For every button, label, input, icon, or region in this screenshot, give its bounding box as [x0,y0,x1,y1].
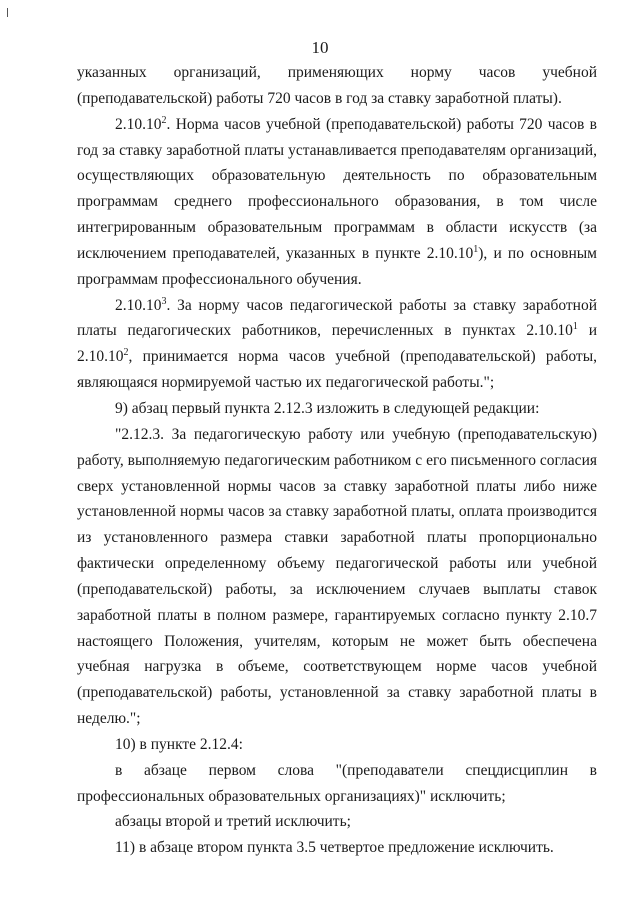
text-segment: , принимается норма часов учебной (преподавательской) работы, являющаяся нормируемой частью их педагогической работы."; [77,348,597,392]
paragraph-p9 [77,835,597,861]
text-segment: в абзаце первом слова "(преподаватели спецдисциплин в профессиональных образовательных организациях)" исключить; [77,761,597,805]
superscript: 1 [473,243,479,255]
text-segment: 11) в абзаце втором пункта 3.5 четвертое предложение исключить. [115,839,554,857]
text-segment: . За норму часов педагогической работы за ставку заработной платы педагогических работников, перечисленных в пунктах 2.10.10 [77,296,597,340]
paragraph-p2 [77,112,597,293]
scan-mark [7,8,8,17]
page-number: 10 [311,38,329,57]
text-segment: и 2.10.10 [77,322,597,366]
superscript: 3 [161,295,167,307]
superscript: 2 [123,347,129,359]
text-segment: "2.12.3. За педагогическую работу или учебную (преподавательскую) работу, выполняемую педагогическим работником с его письменного согласия сверх установленной нормы часов за ставку заработной платы либо ниже установленной нормы часов за ставку заработной платы, оплата производится из установленного размера ставки заработной платы пропорционально фактически определенному объему педагогической работы или учебной (преподавательской) работы, за исключением случаев выплаты ставок заработной платы в полном размере, гарантируемых согласно пункту 2.10.7 настоящего Положения, учителям, которым не может быть обеспечена учебная нагрузка в объеме, соответствующем норме часов учебной (преподавательской) работы, установленной за ставку заработной платы в неделю."; [77,425,597,728]
paragraph-p1 [77,60,597,112]
text-segment: . Норма часов учебной (преподавательской) работы 720 часов в год за ставку заработной платы устанавливается преподавателям организаций, осуществляющих образовательную деятельность по образовательным программам среднего профессионального образования, в том числе интегрированным образовательным программам в области искусств (за исключением преподавателей, указанных в пункте 2.10.10 [77,115,597,262]
text-segment: 9) абзац первый пункта 2.12.3 изложить в следующей редакции: [115,399,540,417]
paragraph-p8 [77,809,597,835]
superscript: 2 [161,114,167,126]
paragraph-p5 [77,422,597,732]
text-segment: абзацы второй и третий исключить; [115,813,351,831]
paragraph-p7 [77,758,597,810]
paragraph-p6 [77,732,597,758]
text-segment: указанных организаций, применяющих норму часов учебной (преподавательской) работы 720 часов в год за ставку заработной платы). [77,64,597,107]
text-segment: 2.10.10 [115,115,162,133]
text-segment: 10) в пункте 2.12.4: [115,735,243,753]
superscript: 1 [572,321,578,333]
text-segment: 2.10.10 [115,296,162,314]
document-body [77,60,597,861]
paragraph-p4 [77,396,597,422]
paragraph-p3 [77,293,597,396]
text-segment: ), и по основным программам профессионального обучения. [77,244,597,288]
